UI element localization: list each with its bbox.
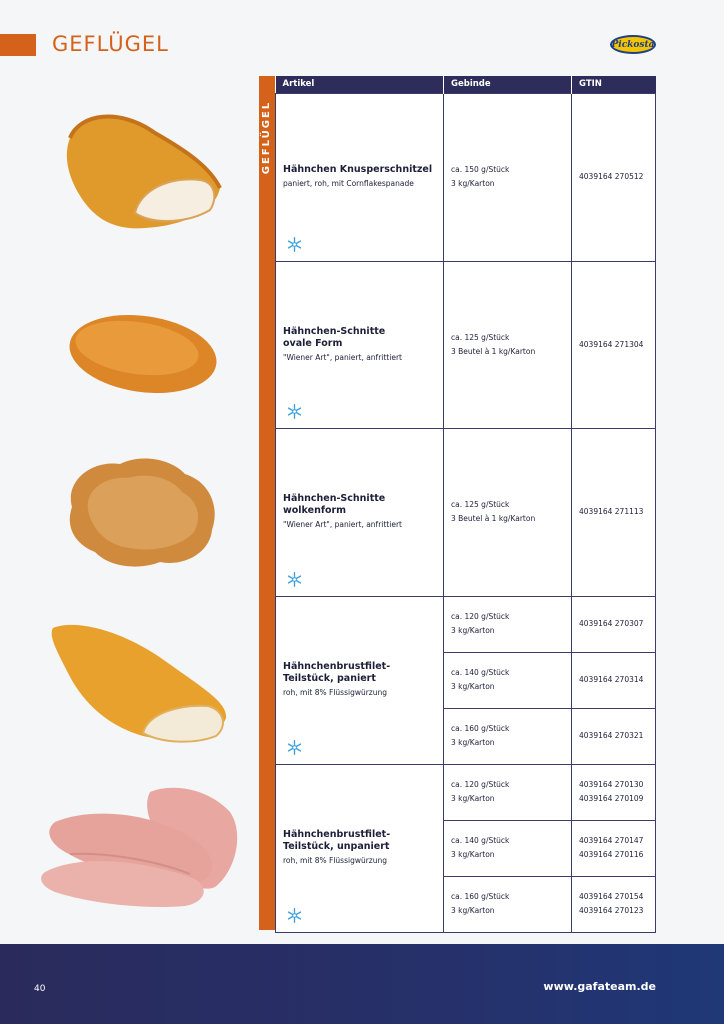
- table-row: [276, 428, 656, 596]
- gebinde-text: ca. 160 g/Stück: [451, 724, 510, 733]
- table-row: [276, 93, 656, 261]
- gtin-text: 4039164 270154: [579, 892, 644, 901]
- category-side-label: GEFLÜGEL: [261, 100, 273, 175]
- gebinde-text: ca. 125 g/Stück: [451, 332, 510, 342]
- product-description: roh, mit 8% Flüssigwürzung: [283, 688, 388, 697]
- gtin-cell: [572, 764, 656, 820]
- artikel-cell: [276, 428, 444, 596]
- snowflake-icon: [286, 907, 303, 924]
- gebinde-text: ca. 120 g/Stück: [451, 780, 510, 789]
- header-gebinde: Gebinde: [444, 76, 572, 93]
- schnitte-wolkenform-image: [60, 452, 222, 572]
- gebinde-text: 3 Beutel à 1 kg/Karton: [451, 346, 536, 356]
- product-name: Hähnchen-Schnitte: [283, 493, 386, 504]
- artikel-cell: [276, 93, 444, 261]
- page-number: 40: [34, 984, 46, 994]
- website-link[interactable]: www.gafateam.de: [543, 980, 656, 993]
- product-name: Hähnchen Knusperschnitzel: [283, 164, 433, 175]
- gebinde-cell: [444, 93, 572, 261]
- gtin-text: 4039164 270321: [579, 731, 644, 740]
- gtin-text: 4039164 270123: [579, 906, 644, 915]
- gebinde-text: ca. 140 g/Stück: [451, 668, 510, 677]
- gebinde-cell: [444, 876, 572, 932]
- header-gtin: GTIN: [572, 76, 656, 93]
- gtin-text: 4039164 271304: [579, 339, 644, 349]
- gtin-text: 4039164 270314: [579, 675, 644, 684]
- section-color-bar: [0, 34, 36, 56]
- gtin-text: 4039164 270307: [579, 619, 644, 628]
- logo-text: Pickosta: [611, 39, 655, 50]
- snowflake-icon: [286, 403, 303, 420]
- gebinde-cell: [444, 652, 572, 708]
- product-description: "Wiener Art", paniert, anfrittiert: [283, 352, 402, 362]
- product-name: Hähnchen-Schnitte: [283, 325, 386, 337]
- gebinde-text: 3 kg/Karton: [451, 626, 495, 635]
- gebinde-cell: [444, 596, 572, 652]
- product-name: Teilstück, unpaniert: [283, 841, 390, 852]
- knusperschnitzel-image: [60, 108, 230, 238]
- gebinde-text: 3 kg/Karton: [451, 794, 495, 803]
- gtin-cell: [572, 93, 656, 261]
- gtin-text: 4039164 270109: [579, 794, 644, 803]
- brustfilet-unpaniert-image: [40, 782, 245, 912]
- gtin-cell: [572, 708, 656, 764]
- gebinde-text: 3 Beutel à 1 kg/Karton: [451, 514, 536, 523]
- gebinde-cell: [444, 261, 572, 428]
- table-row: [276, 261, 656, 428]
- gebinde-text: 3 kg/Karton: [451, 179, 495, 188]
- gebinde-text: ca. 125 g/Stück: [451, 500, 510, 509]
- product-name: Hähnchenbrustfilet-: [283, 661, 391, 672]
- schnitte-ovale-image: [65, 308, 220, 400]
- gtin-cell: [572, 820, 656, 876]
- snowflake-icon: [286, 739, 303, 756]
- gebinde-cell: [444, 708, 572, 764]
- category-side-tab: [259, 76, 275, 930]
- table-row: [276, 764, 656, 820]
- gebinde-text: 3 kg/Karton: [451, 850, 495, 859]
- gebinde-text: ca. 120 g/Stück: [451, 612, 510, 621]
- brustfilet-paniert-image: [48, 618, 233, 746]
- product-table: [275, 76, 656, 933]
- gtin-text: 4039164 270130: [579, 780, 644, 789]
- gebinde-text: ca. 160 g/Stück: [451, 892, 510, 901]
- product-description: roh, mit 8% Flüssigwürzung: [283, 856, 388, 865]
- gtin-text: 4039164 271113: [579, 507, 644, 516]
- gtin-cell: [572, 428, 656, 596]
- gtin-text: 4039164 270147: [579, 836, 644, 845]
- snowflake-icon: [286, 571, 303, 588]
- table-row: [276, 596, 656, 652]
- gtin-cell: [572, 261, 656, 428]
- header-artikel: Artikel: [276, 76, 444, 93]
- gebinde-cell: [444, 820, 572, 876]
- gebinde-text: ca. 150 g/Stück: [451, 165, 510, 174]
- artikel-cell: [276, 261, 444, 428]
- gtin-cell: [572, 652, 656, 708]
- gtin-text: 4039164 270512: [579, 172, 644, 181]
- gtin-cell: [572, 876, 656, 932]
- gebinde-text: 3 kg/Karton: [451, 682, 495, 691]
- product-description: paniert, roh, mit Cornflakespanade: [283, 179, 414, 188]
- gebinde-cell: [444, 764, 572, 820]
- gtin-cell: [572, 596, 656, 652]
- gebinde-text: ca. 140 g/Stück: [451, 836, 510, 845]
- gebinde-text: 3 kg/Karton: [451, 738, 495, 747]
- gtin-text: 4039164 270116: [579, 850, 644, 859]
- table-header-row: [276, 76, 656, 93]
- artikel-cell: [276, 764, 444, 932]
- product-description: "Wiener Art", paniert, anfrittiert: [283, 520, 402, 529]
- product-name: wolkenform: [283, 505, 347, 516]
- pickosta-logo: [610, 35, 656, 54]
- page-title: GEFLÜGEL: [52, 32, 169, 56]
- product-name: Hähnchenbrustfilet-: [283, 829, 391, 840]
- gebinde-cell: [444, 428, 572, 596]
- gebinde-text: 3 kg/Karton: [451, 906, 495, 915]
- snowflake-icon: [286, 236, 303, 253]
- product-name: ovale Form: [283, 337, 343, 349]
- artikel-cell: [276, 596, 444, 764]
- product-name: Teilstück, paniert: [283, 673, 376, 684]
